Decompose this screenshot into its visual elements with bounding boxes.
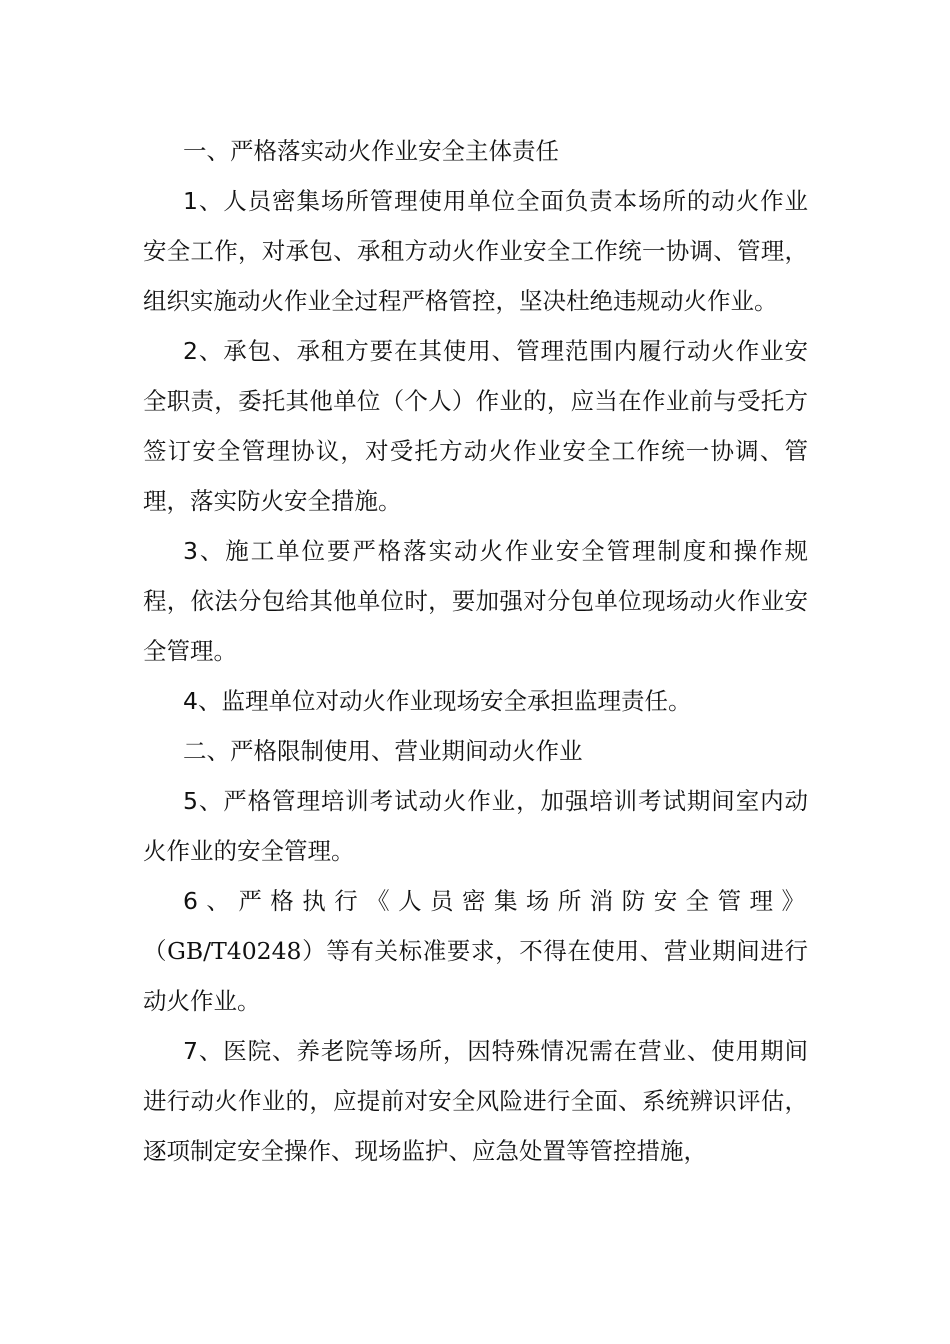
paragraph-item-5: 5、严格管理培训考试动火作业，加强培训考试期间室内动火作业的安全管理。	[143, 787, 808, 865]
paragraph-item-6	[143, 876, 808, 1026]
paragraph-item-3: 3、施工单位要严格落实动火作业安全管理制度和操作规程，依法分包给其他单位时，要加强对分包单位现场动火作业安全管理。	[143, 537, 808, 665]
paragraph-item-1: 1、人员密集场所管理使用单位全面负责本场所的动火作业安全工作，对承包、承租方动火作业安全工作统一协调、管理，组织实施动火作业全过程严格管控，坚决杜绝违规动火作业。	[143, 187, 808, 315]
section-heading-2: 二、严格限制使用、营业期间动火作业	[183, 737, 583, 765]
paragraph-item-7: 7、医院、养老院等场所，因特殊情况需在营业、使用期间进行动火作业的，应提前对安全风险进行全面、系统辨识评估，逐项制定安全操作、现场监护、应急处置等管控措施，	[143, 1037, 808, 1165]
paragraph-item-6-suffix: 等有关标准要求，不得在使用、营业期间进行动火作业。	[143, 937, 809, 1015]
paragraph-item-6-prefix: 6、严格执行《人员密集场所消防安全管理》	[183, 887, 808, 915]
paragraph-item-4: 4、监理单位对动火作业现场安全承担监理责任。	[183, 687, 692, 715]
standard-code: （GB/T40248）	[143, 937, 327, 965]
document-body	[143, 126, 808, 1176]
paragraph-item-2: 2、承包、承租方要在其使用、管理范围内履行动火作业安全职责，委托其他单位（个人）作业的，应当在作业前与受托方签订安全管理协议，对受托方动火作业安全工作统一协调、管理，落实防火安全措施。	[143, 337, 808, 515]
section-heading-1: 一、严格落实动火作业安全主体责任	[183, 137, 559, 165]
